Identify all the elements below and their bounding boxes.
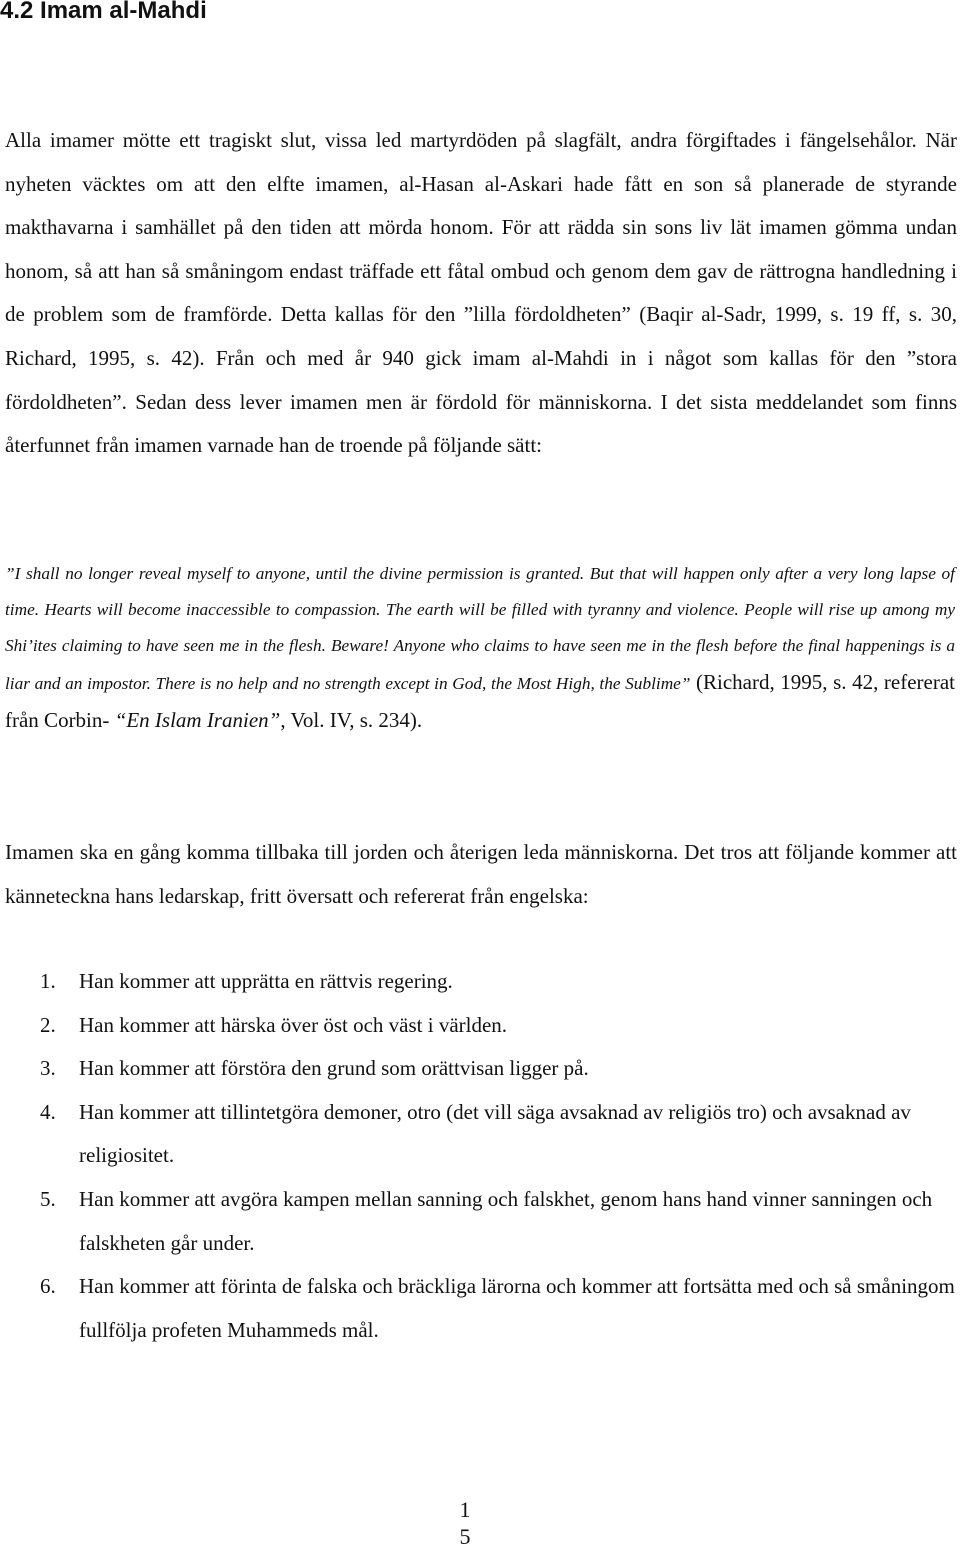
page-number-line2: 5 <box>459 1524 471 1549</box>
block-quote <box>5 556 955 740</box>
list-item <box>0 1091 958 1178</box>
return-paragraph: Imamen ska en gång komma tillbaka till jorden och återigen leda människorna. Det tros att följande kommer att känneteckna hans ledarskap, fritt översatt och refererat från engelska: <box>5 840 957 908</box>
section-heading: 4.2 Imam al-Mahdi <box>0 0 207 24</box>
quote-citation-suffix: , Vol. IV, s. 234). <box>280 708 423 732</box>
list-item <box>0 1004 958 1048</box>
list-text: Han kommer att förinta de falska och bräckliga lärorna och kommer att fortsätta med och så småningom fullfölja profeten Muhammeds mål. <box>79 1274 955 1342</box>
leadership-list <box>0 960 958 1352</box>
quote-text: ”I shall no longer reveal myself to anyone, until the divine permission is granted. But that will happen only after a very long lapse of time. Hearts will become inaccessible to compassion. The earth will be filled with tyranny and violence. People will rise up among my Shi’ites claiming to have seen me in the flesh. Beware! Anyone who claims to have seen me in the flesh before the final happenings is a liar and an impostor. There is no help and no strength except in God, the Most High, the Sublime” <box>5 564 955 693</box>
list-text: Han kommer att upprätta en rättvis regering. <box>79 969 453 993</box>
list-item <box>0 1047 958 1091</box>
list-number: 3. <box>40 1056 56 1081</box>
list-number: 5. <box>40 1186 56 1211</box>
list-item <box>0 1265 958 1352</box>
quote-citation-prefix: (Richard, 1995, s. 42, refererat från Corbin- <box>5 670 955 732</box>
list-text: Han kommer att förstöra den grund som orättvisan ligger på. <box>79 1056 589 1081</box>
list-item <box>0 960 958 1004</box>
page-number-line1: 1 <box>459 1497 471 1522</box>
quote-citation-title: “En Islam Iranien” <box>114 708 281 732</box>
list-number: 4. <box>40 1099 56 1124</box>
list-text: Han kommer att härska över öst och väst i världen. <box>79 1012 508 1037</box>
list-item <box>0 1178 958 1265</box>
page-number <box>453 1496 477 1550</box>
list-number: 1. <box>40 969 56 993</box>
list-number: 2. <box>40 1012 56 1037</box>
list-text: Han kommer att tillintetgöra demoner, otro (det vill säga avsaknad av religiös tro) och avsaknad av religiositet. <box>79 1099 911 1168</box>
intro-paragraph: Alla imamer mötte ett tragiskt slut, vissa led martyrdöden på slagfält, andra förgiftades i fängelsehålor. När nyheten väcktes om att den elfte imamen, al-Hasan al-Askari hade fått en son så planerade de styrande makthavarna i samhället på den tiden att mörda honom. För att rädda sin sons liv lät imamen gömma undan honom, så att han så småningom endast träffade ett fåtal ombud och genom dem gav de rättrogna handledning i de problem som de framförde. Detta kallas för den ”lilla fördoldheten” (Baqir al-Sadr, 1999, s. 19 ff, s. 30, Richard, 1995, s. 42). Från och med år 940 gick imam al-Mahdi in i något som kallas för den ”stora fördoldheten”. Sedan dess lever imamen men är fördold för människorna. I det sista meddelandet som finns återfunnet från imamen varnade han de troende på följande sätt: <box>5 128 957 458</box>
list-text: Han kommer att avgöra kampen mellan sanning och falskhet, genom hans hand vinner sanningen och falskheten går under. <box>79 1186 933 1255</box>
list-number: 6. <box>40 1274 56 1299</box>
